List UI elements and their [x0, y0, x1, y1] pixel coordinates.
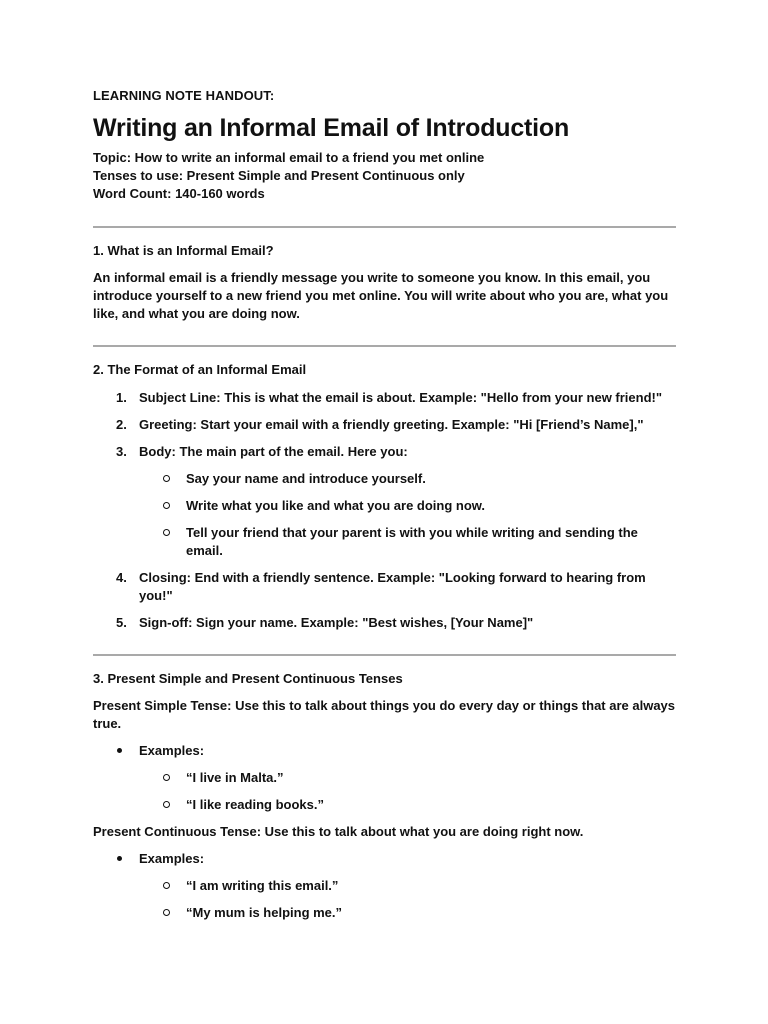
list-item: [93, 877, 676, 895]
list-item-text: Tell your friend that your parent is with you while writing and sending the email.: [186, 525, 638, 558]
list-number: 1.: [116, 390, 127, 405]
hollow-bullet-icon: [163, 882, 170, 889]
present-continuous-description: Present Continuous Tense: Use this to talk about what you are doing right now.: [93, 824, 584, 839]
list-item: [93, 769, 676, 787]
list-item: [93, 742, 676, 760]
hollow-bullet-icon: [163, 801, 170, 808]
divider: [93, 345, 676, 347]
hollow-bullet-icon: [163, 529, 170, 536]
bullet-icon: [117, 748, 122, 753]
list-item: [93, 470, 676, 488]
examples-label: Examples:: [139, 743, 205, 758]
list-number: 4.: [116, 570, 127, 585]
section-3-title: 3. Present Simple and Present Continuous Tenses: [93, 671, 403, 686]
present-continuous-examples-list: [93, 850, 676, 868]
present-continuous-examples: [93, 877, 676, 922]
format-list-continued: [93, 569, 676, 632]
list-item: [93, 524, 676, 560]
present-simple-description: Present Simple Tense: Use this to talk about things you do every day or things that are always true.: [93, 698, 676, 731]
format-list: [93, 389, 676, 461]
section-2-title: 2. The Format of an Informal Email: [93, 362, 307, 377]
list-item-text: Closing: End with a friendly sentence. Example: "Looking forward to hearing from you!": [139, 570, 646, 603]
example-text: “My mum is helping me.”: [186, 905, 343, 920]
body-points-list: [93, 470, 676, 560]
handout-kicker: LEARNING NOTE HANDOUT:: [93, 88, 275, 103]
list-item: [93, 569, 676, 605]
list-item-text: Body: The main part of the email. Here you:: [139, 444, 408, 459]
section-1-title: 1. What is an Informal Email?: [93, 243, 274, 258]
example-text: “I am writing this email.”: [186, 878, 339, 893]
present-simple-examples: [93, 769, 676, 814]
list-item-text: Sign-off: Sign your name. Example: "Best wishes, [Your Name]": [139, 615, 534, 630]
hollow-bullet-icon: [163, 502, 170, 509]
divider: [93, 226, 676, 228]
example-text: “I live in Malta.”: [186, 770, 284, 785]
list-item: [93, 796, 676, 814]
list-number: 5.: [116, 615, 127, 630]
list-item: [93, 904, 676, 922]
list-item: [93, 389, 676, 407]
list-number: 2.: [116, 417, 127, 432]
section-1-body: An informal email is a friendly message you write to someone you know. In this email, you introduce yourself to a new friend you met online. You will write about who you are, what you like, and what you are doing now.: [93, 270, 669, 321]
list-item-text: Write what you like and what you are doing now.: [186, 498, 486, 513]
examples-label: Examples:: [139, 851, 205, 866]
handout-page: [93, 88, 676, 922]
bullet-icon: [117, 856, 122, 861]
list-item: [93, 850, 676, 868]
present-simple-examples-list: [93, 742, 676, 760]
hollow-bullet-icon: [163, 475, 170, 482]
hollow-bullet-icon: [163, 909, 170, 916]
example-text: “I like reading books.”: [186, 797, 324, 812]
list-item: [93, 443, 676, 461]
list-item-text: Say your name and introduce yourself.: [186, 471, 426, 486]
list-number: 3.: [116, 444, 127, 459]
topic-line: Topic: How to write an informal email to a friend you met online: [93, 150, 485, 165]
page-title: Writing an Informal Email of Introduction: [93, 114, 570, 142]
word-count-line: Word Count: 140-160 words: [93, 186, 265, 201]
tenses-line: Tenses to use: Present Simple and Present Continuous only: [93, 168, 465, 183]
list-item-text: Subject Line: This is what the email is about. Example: "Hello from your new friend!": [139, 390, 663, 405]
list-item-text: Greeting: Start your email with a friendly greeting. Example: "Hi [Friend’s Name],": [139, 417, 644, 432]
list-item: [93, 497, 676, 515]
list-item: [93, 614, 676, 632]
list-item: [93, 416, 676, 434]
divider: [93, 654, 676, 656]
hollow-bullet-icon: [163, 774, 170, 781]
